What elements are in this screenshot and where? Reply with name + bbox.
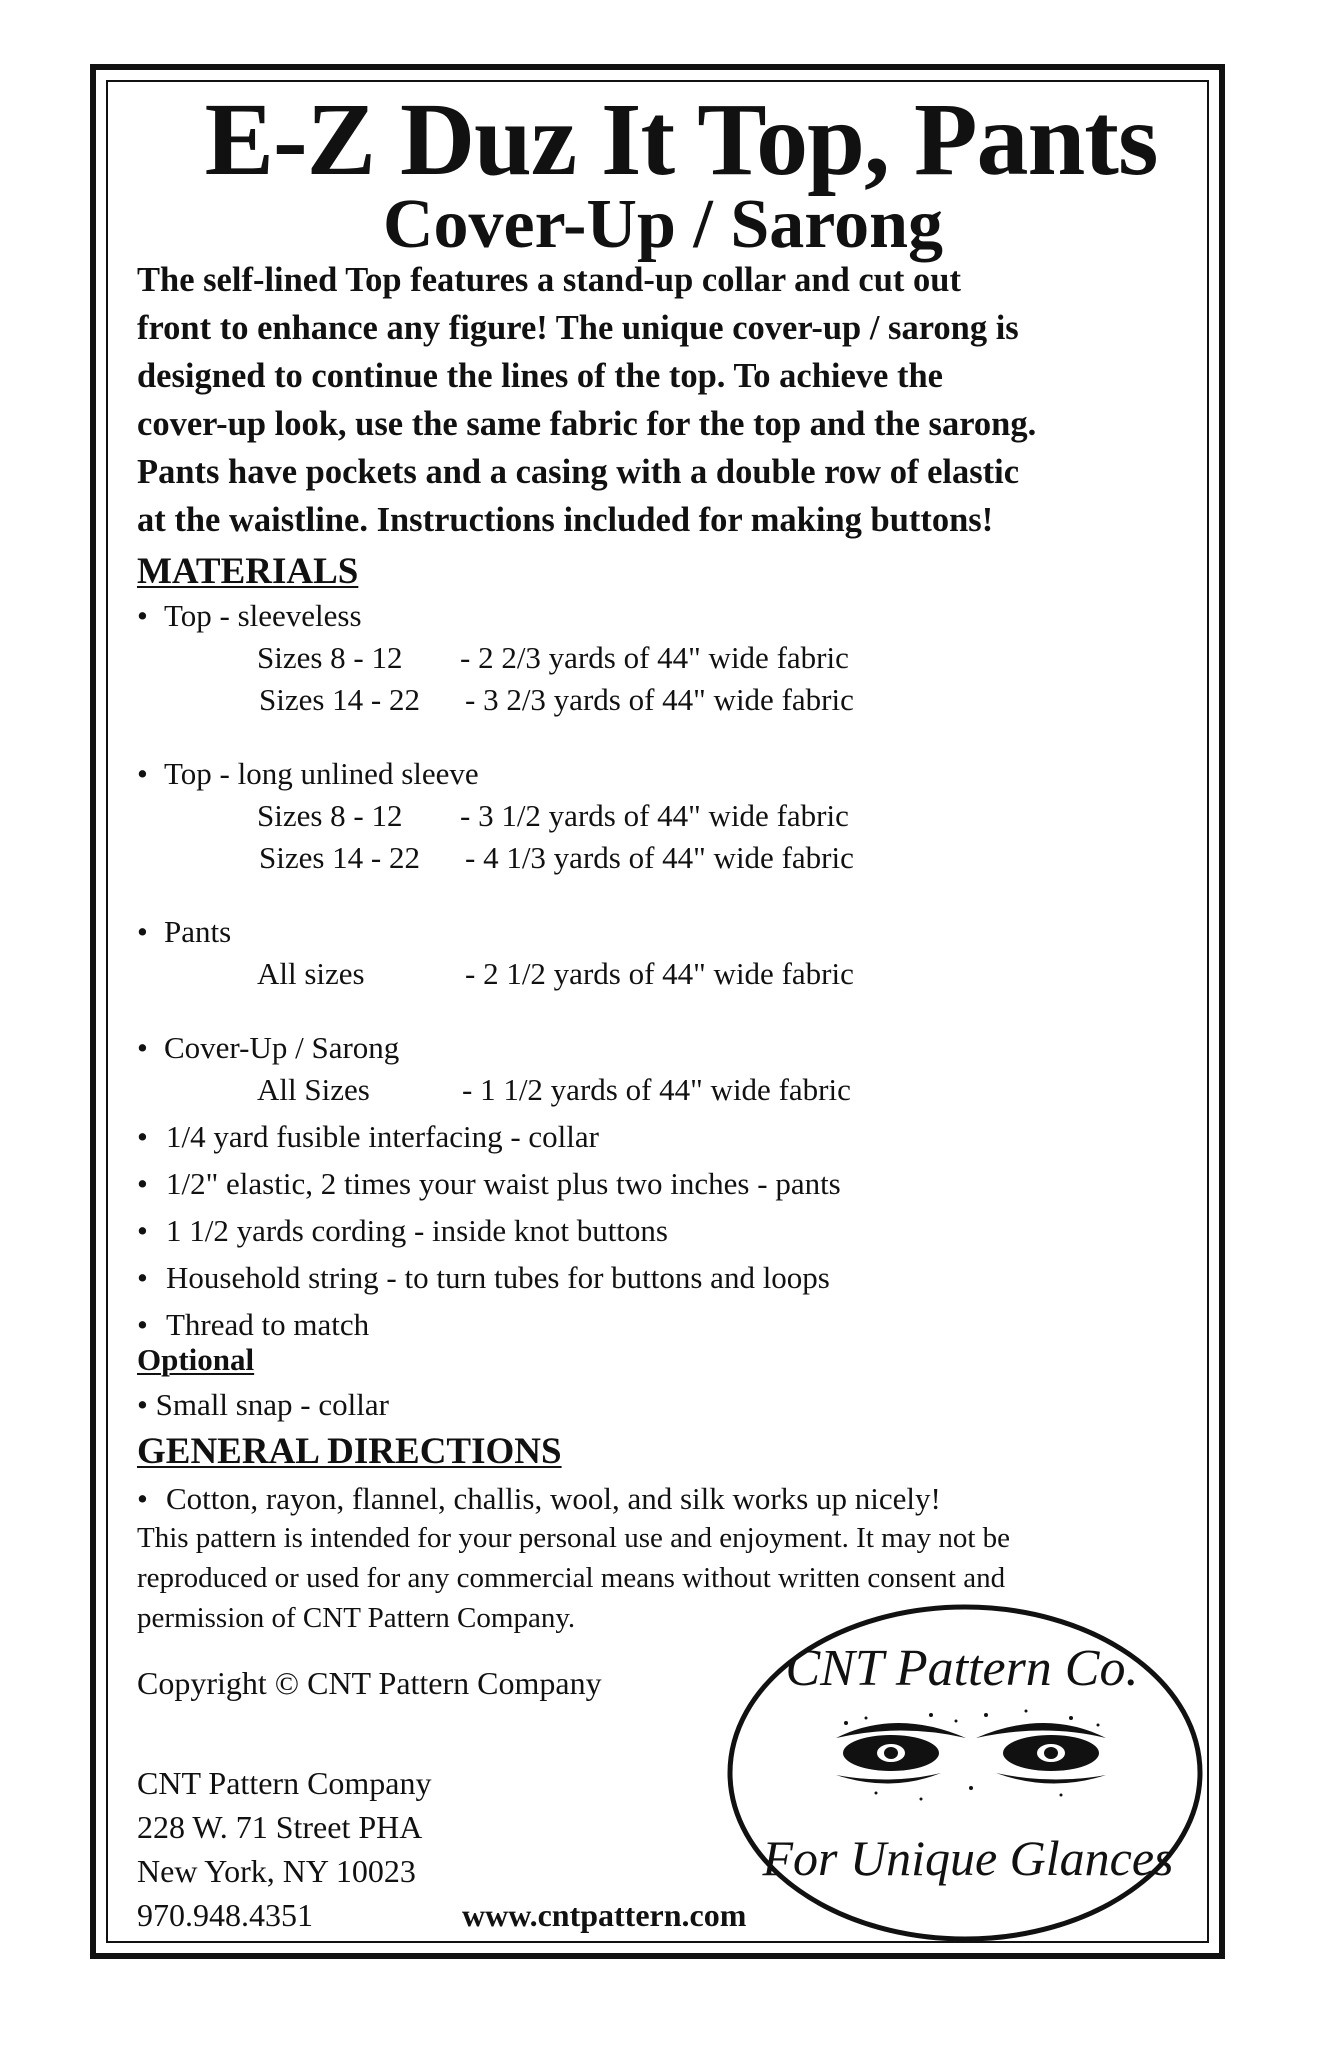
website-link[interactable]: www.cntpattern.com: [462, 1897, 747, 1933]
bullet-icon: •: [137, 1030, 148, 1065]
address-street: 228 W. 71 Street PHA: [137, 1809, 423, 1845]
logo-bottom-text: For Unique Glances: [762, 1830, 1174, 1886]
material-sizes: Sizes 8 - 12: [257, 798, 403, 833]
material-yardage: - 4 1/3 yards of 44" wide fabric: [465, 840, 854, 875]
logo-top-text: CNT Pattern Co.: [785, 1640, 1139, 1697]
bullet-icon: •: [137, 1213, 148, 1248]
material-yardage: - 1 1/2 yards of 44" wide fabric: [462, 1072, 851, 1107]
material-top-sleeveless-label: Top - sleeveless: [164, 598, 362, 633]
optional-heading: Optional: [137, 1342, 255, 1377]
notion-item: 1/4 yard fusible interfacing - collar: [166, 1119, 599, 1154]
notice-line: permission of CNT Pattern Company.: [137, 1602, 576, 1634]
material-yardage: - 2 2/3 yards of 44" wide fabric: [460, 640, 849, 675]
intro-paragraph: [137, 256, 1036, 544]
notion-item: 1/2" elastic, 2 times your waist plus two inches - pants: [166, 1166, 841, 1201]
bullet-icon: •: [137, 1481, 148, 1516]
notion-item: 1 1/2 yards cording - inside knot buttons: [166, 1213, 668, 1248]
intro-line: cover-up look, use the same fabric for the top and the sarong.: [137, 405, 1037, 443]
material-yardage: - 3 1/2 yards of 44" wide fabric: [460, 798, 849, 833]
material-sizes: Sizes 14 - 22: [259, 840, 421, 875]
optional-item: • Small snap - collar: [137, 1387, 389, 1422]
material-pants-label: Pants: [164, 914, 232, 949]
intro-line: front to enhance any figure! The unique cover-up / sarong is: [137, 309, 1019, 347]
general-direction-item: Cotton, rayon, flannel, challis, wool, and silk works up nicely!: [166, 1481, 941, 1516]
material-sarong-label: Cover-Up / Sarong: [164, 1030, 400, 1065]
bullet-icon: •: [137, 1166, 148, 1201]
eyes-icon: [836, 1710, 1106, 1801]
material-sizes: Sizes 8 - 12: [257, 640, 403, 675]
intro-line: The self-lined Top features a stand-up collar and cut out: [137, 261, 961, 299]
bullet-icon: •: [137, 1307, 148, 1342]
material-sizes: All Sizes: [257, 1072, 370, 1107]
material-yardage: - 2 1/2 yards of 44" wide fabric: [465, 956, 854, 991]
bullet-icon: •: [137, 756, 148, 791]
material-sizes: Sizes 14 - 22: [259, 682, 421, 717]
page-title: E-Z Duz It Top, Pants: [204, 82, 1158, 197]
page-subtitle: Cover-Up / Sarong: [383, 186, 943, 263]
material-top-long-sleeve-label: Top - long unlined sleeve: [164, 756, 479, 791]
notice-line: reproduced or used for any commercial means without written consent and: [137, 1562, 1006, 1594]
bullet-icon: •: [137, 914, 148, 949]
bullet-icon: •: [137, 1260, 148, 1295]
material-sizes: All sizes: [257, 956, 365, 991]
notice-line: This pattern is intended for your personal use and enjoyment. It may not be: [137, 1522, 1011, 1554]
notion-item: Thread to match: [166, 1307, 370, 1342]
materials-heading: MATERIALS: [137, 551, 359, 592]
general-directions-heading: GENERAL DIRECTIONS: [137, 1431, 562, 1472]
bullet-icon: •: [137, 1119, 148, 1154]
intro-line: Pants have pockets and a casing with a double row of elastic: [137, 453, 1020, 491]
address-phone: 970.948.4351: [137, 1897, 313, 1933]
notion-item: Household string - to turn tubes for buttons and loops: [166, 1260, 830, 1295]
intro-line: at the waistline. Instructions included for making buttons!: [137, 501, 994, 539]
copyright-line: Copyright © CNT Pattern Company: [137, 1665, 602, 1701]
address-city: New York, NY 10023: [137, 1853, 416, 1889]
bullet-icon: •: [137, 598, 148, 633]
intro-line: designed to continue the lines of the top. To achieve the: [137, 357, 943, 395]
material-yardage: - 3 2/3 yards of 44" wide fabric: [465, 682, 854, 717]
cnt-logo: [726, 1603, 1204, 1943]
address-company: CNT Pattern Company: [137, 1765, 432, 1801]
